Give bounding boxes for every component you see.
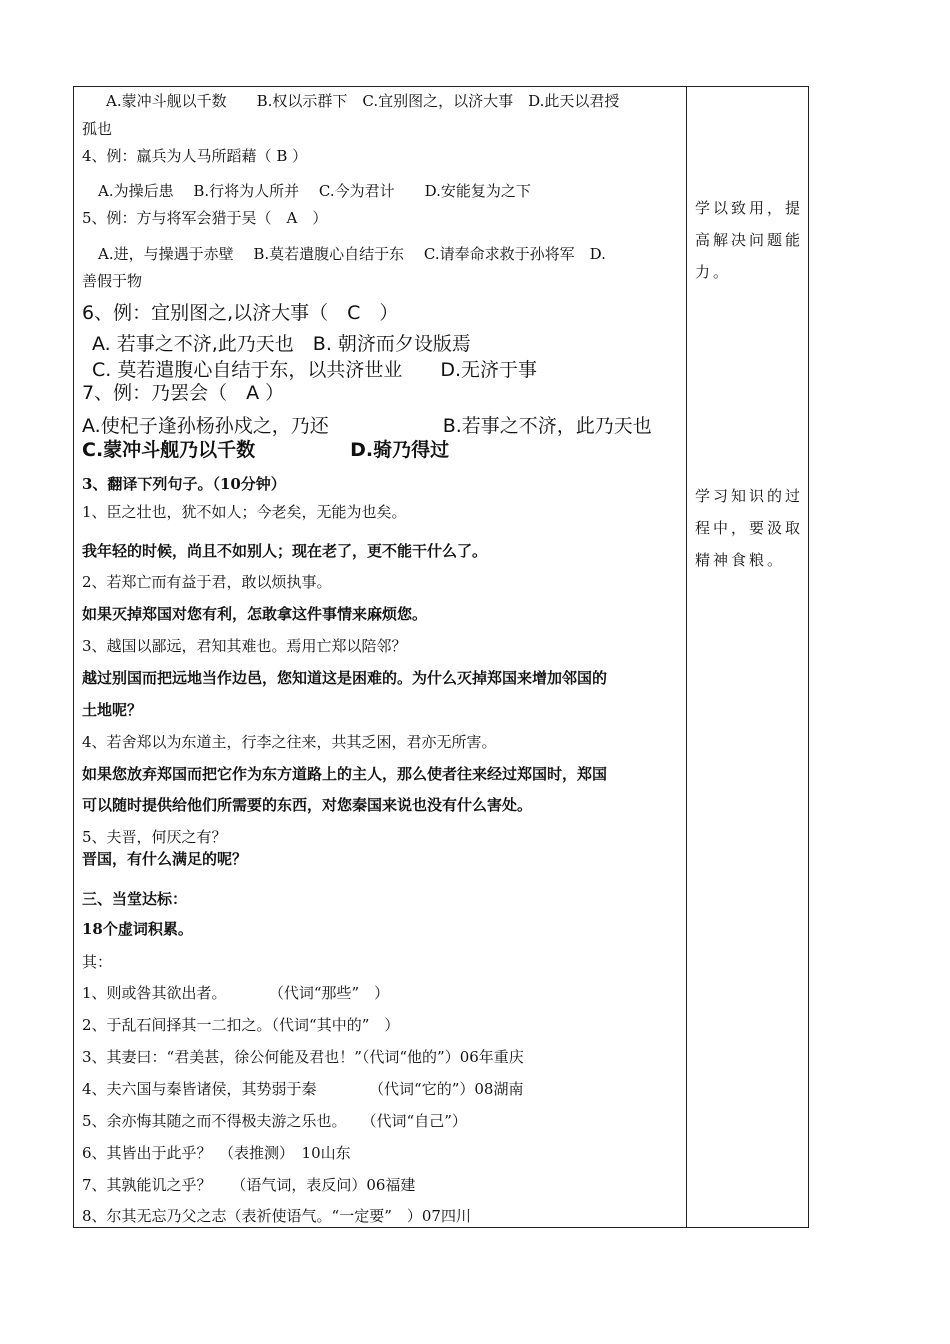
text-line: 孤也 (82, 120, 113, 138)
text-line: 1、臣之壮也，犹不如人；今老矣，无能为也矣。 (82, 503, 407, 521)
text-line: 5、余亦悔其随之而不得极夫游之乐也。 （代词“自己”） (82, 1112, 467, 1130)
text-line: A.蒙冲斗舰以千数 B.权以示群下 C.宜别图之，以济大事 D.此天以君授 (106, 92, 620, 110)
column-divider (686, 87, 687, 1227)
answer-line: 土地呢？ (82, 701, 143, 719)
text-line: A.进，与操遇于赤壁 B.莫若遣腹心自结于东 C.请奉命求救于孙将军 D. (98, 245, 606, 263)
section-heading: 三、当堂达标： (82, 890, 188, 908)
side-note-line: 学以致用，提 (695, 199, 804, 217)
text-line: 5、例：方与将军会猎于吴（ A ） (82, 209, 328, 227)
side-note-line: 力。 (695, 263, 732, 281)
text-line: 7、例：乃罢会（ A ） (82, 382, 285, 404)
side-note-line: 精神食粮。 (695, 551, 786, 569)
text-line: 6、其皆出于此乎？ （表推测） 10山东 (82, 1144, 351, 1162)
answer-line: 如果灭掉郑国对您有利，怎敢拿这件事情来麻烦您。 (82, 605, 428, 623)
text-line: 1、则或咎其欲出者。 （代词“那些” ） (82, 984, 390, 1002)
text-line: C.蒙冲斗舰乃以千数 D.骑乃得过 (82, 439, 450, 461)
text-line: 4、若舍郑以为东道主，行李之往来，共其乏困，君亦无所害。 (82, 733, 497, 751)
text-line: 2、若郑亡而有益于君，敢以烦执事。 (82, 573, 332, 591)
text-line: 善假于物 (82, 272, 143, 290)
side-note-line: 学习知识的过 (695, 487, 804, 505)
main-column (82, 87, 682, 1227)
side-notes-column (695, 87, 805, 1227)
text-line: A.为操后患 B.行将为人所并 C.今为君计 D.安能复为之下 (98, 182, 531, 200)
text-line: 3、越国以鄙远，君知其难也。焉用亡郑以陪邻？ (82, 637, 407, 655)
answer-line: 如果您放弃郑国而把它作为东方道路上的主人，那么使者往来经过郑国时，郑国 (82, 765, 608, 783)
text-line: 4、例：羸兵为人马所蹈藉（ B ） (82, 147, 308, 165)
text-line: 其： (82, 953, 113, 971)
text-line: A. 若事之不济,此乃天也 B. 朝济而夕设版焉 (92, 333, 471, 355)
side-note-line: 高解决问题能 (695, 231, 804, 249)
text-line: 7、其孰能讥之乎？ （语气词，表反问）06福建 (82, 1176, 416, 1194)
answer-line: 我年轻的时候，尚且不如别人；现在老了，更不能干什么了。 (82, 542, 488, 560)
text-line: 5、夫晋，何厌之有？ (82, 828, 227, 846)
answer-line: 可以随时提供给他们所需要的东西，对您秦国来说也没有什么害处。 (82, 796, 533, 814)
text-line: 6、例：宜别图之,以济大事（ C ） (82, 302, 399, 324)
side-note-line: 程中，要汲取 (695, 519, 804, 537)
text-line: A.使杞子逢孙杨孙戍之，乃还 B.若事之不济，此乃天也 (82, 415, 652, 437)
text-line: 4、夫六国与秦皆诸侯，其势弱于秦 （代词“它的”）08湖南 (82, 1080, 524, 1098)
text-line: 18个虚词积累。 (82, 920, 193, 938)
section-heading: 3、翻译下列句子。（10分钟） (82, 475, 286, 493)
text-line: 2、于乱石间择其一二扣之。（代词“其中的” ） (82, 1016, 400, 1034)
text-line: 3、其妻曰：“君美甚，徐公何能及君也！”（代词“他的”）06年重庆 (82, 1048, 524, 1066)
text-line: C. 莫若遣腹心自结于东，以共济世业 D.无济于事 (92, 359, 538, 381)
answer-line: 越过别国而把远地当作边邑，您知道这是困难的。为什么灭掉郑国来增加邻国的 (82, 669, 608, 687)
lesson-table (73, 86, 809, 1228)
text-line: 8、尔其无忘乃父之志（表祈使语气。“一定要” ）07四川 (82, 1207, 471, 1225)
answer-line: 晋国，有什么满足的呢？ (82, 850, 248, 868)
